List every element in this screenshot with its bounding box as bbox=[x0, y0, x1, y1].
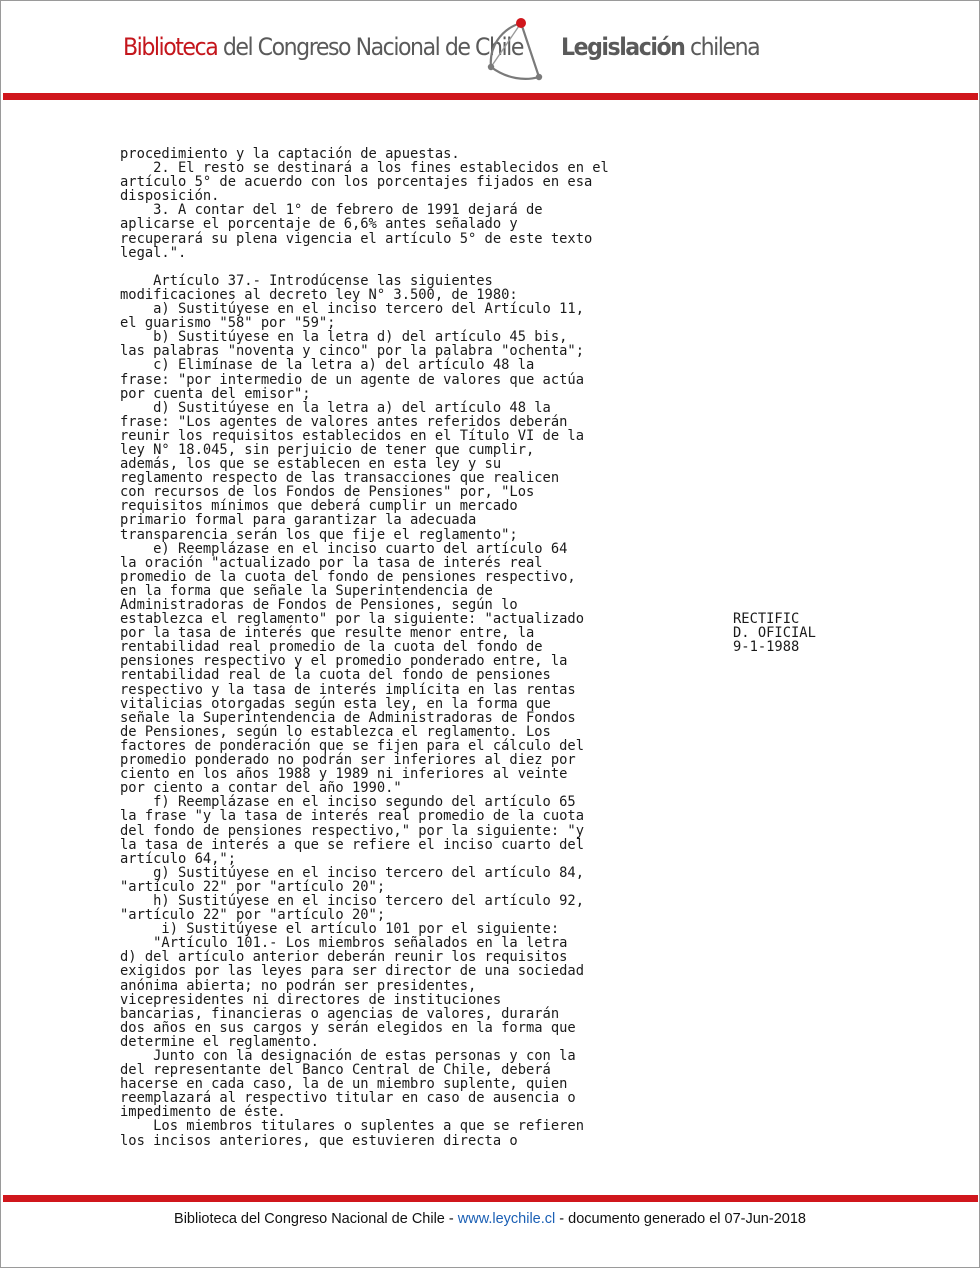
page-header bbox=[1, 1, 979, 93]
text-line: procedimiento y la captación de apuestas. bbox=[120, 146, 460, 162]
text-line: además, los que se establecen en esta ley y su bbox=[120, 456, 502, 473]
text-line: exigidos por las leyes para ser director de una sociedad bbox=[120, 963, 584, 980]
text-line: por la tasa de interés que resulte menor entre, la bbox=[120, 625, 535, 642]
text-line: la tasa de interés a que se refiere el inciso cuarto del bbox=[120, 836, 584, 853]
text-line: determine el reglamento. bbox=[120, 1033, 319, 1050]
text-line: vitalicias otorgadas según esta ley, en la forma que bbox=[120, 695, 551, 712]
text-line: del representante del Banco Central de Chile, deberá bbox=[120, 1062, 551, 1079]
text-line: rentabilidad real promedio de la cuota del fondo de bbox=[120, 639, 543, 656]
text-line: por cuenta del emisor"; bbox=[120, 385, 311, 402]
text-line: recuperará su plena vigencia el artículo 5° de este texto bbox=[120, 230, 593, 247]
text-line: del fondo de pensiones respectivo," por la siguiente: "y bbox=[120, 822, 584, 839]
text-line: aplicarse el porcentaje de 6,6% antes señalado y bbox=[120, 216, 518, 233]
text-line: Administradoras de Fondos de Pensiones, según lo bbox=[120, 597, 518, 613]
text-line: legal.". bbox=[120, 244, 187, 261]
text-line: 3. A contar del 1° de febrero de 1991 dejará de bbox=[120, 202, 543, 219]
text-line: anónima abierta; no podrán ser presidentes, bbox=[120, 977, 477, 994]
page-footer bbox=[1, 1211, 979, 1227]
brand-right-bold: Legislación bbox=[561, 33, 685, 61]
footer-prefix: Biblioteca del Congreso Nacional de Chile - bbox=[174, 1211, 458, 1227]
text-line: promedio de la cuota del fondo de pensiones respectivo, bbox=[120, 568, 576, 585]
text-line: pensiones respectivo y el promedio ponderado entre, la bbox=[120, 653, 568, 670]
text-line: frase: "por intermedio de un agente de valores que actúa bbox=[120, 371, 584, 388]
text-line: artículo 64,"; bbox=[120, 850, 237, 867]
bcn-brand bbox=[123, 33, 523, 61]
text-line: vicepresidentes ni directores de instituciones bbox=[120, 991, 502, 1008]
leychile-logo-icon bbox=[479, 15, 559, 87]
text-line: bancarias, financieras o agencias de valores, durarán bbox=[120, 1005, 560, 1022]
text-line: los incisos anteriores, que estuvieren directa o bbox=[120, 1132, 518, 1149]
text-line: frase: "Los agentes de valores antes referidos deberán bbox=[120, 413, 568, 430]
legislacion-brand bbox=[561, 33, 759, 61]
text-line: "artículo 22" por "artículo 20"; bbox=[120, 878, 386, 895]
margin-note-line: D. OFICIAL bbox=[733, 625, 816, 642]
text-line: Junto con la designación de estas personas y con la bbox=[120, 1048, 576, 1064]
margin-note-line: 9-1-1988 bbox=[733, 639, 800, 656]
leychile-link[interactable]: www.leychile.cl bbox=[457, 1211, 556, 1227]
text-line: primario formal para garantizar la adecuada bbox=[120, 512, 477, 529]
brand-left-bold: Biblioteca bbox=[123, 33, 218, 61]
text-line: g) Sustitúyese en el inciso tercero del artículo 84, bbox=[120, 864, 584, 881]
text-line: b) Sustitúyese en la letra d) del artículo 45 bis, bbox=[120, 329, 568, 346]
text-line: de Pensiones, según lo establezca el reglamento. Los bbox=[120, 723, 551, 740]
text-line: requisitos mínimos que deberá cumplir un mercado bbox=[120, 498, 518, 515]
text-line: señale la Superintendencia de Administradoras de Fondos bbox=[120, 709, 576, 726]
text-line: h) Sustitúyese en el inciso tercero del artículo 92, bbox=[120, 892, 584, 909]
text-line: reunir los requisitos establecidos en el Título VI de la bbox=[120, 427, 584, 444]
margin-note-line: RECTIFIC bbox=[733, 611, 800, 627]
brand-right-rest: chilena bbox=[684, 33, 760, 61]
text-line: e) Reemplázase en el inciso cuarto del artículo 64 bbox=[120, 540, 568, 557]
footer-rule bbox=[3, 1195, 978, 1202]
text-line: d) Sustitúyese en la letra a) del artículo 48 la bbox=[120, 399, 551, 416]
law-text-body bbox=[120, 147, 609, 1148]
text-line: respectivo y la tasa de interés implícita en las rentas bbox=[120, 681, 576, 698]
text-line: el guarismo "58" por "59"; bbox=[120, 315, 336, 332]
text-line: hacerse en cada caso, la de un miembro suplente, quien bbox=[120, 1076, 568, 1093]
brand-left-rest: del Congreso Nacional de Chile bbox=[217, 33, 523, 61]
text-line: factores de ponderación que se fijen para el cálculo del bbox=[120, 737, 584, 754]
text-line: a) Sustitúyese en el inciso tercero del Artículo 11, bbox=[120, 301, 584, 318]
text-line: reemplazará al respectivo titular en caso de ausencia o bbox=[120, 1090, 576, 1107]
text-line: disposición. bbox=[120, 188, 220, 205]
text-line: promedio ponderado no podrán ser inferiores al diez por bbox=[120, 752, 576, 769]
text-line: i) Sustitúyese el artículo 101 por el siguiente: bbox=[120, 921, 560, 938]
text-line: en la forma que señale la Superintendencia de bbox=[120, 582, 493, 599]
footer-suffix: - documento generado el 07-Jun-2018 bbox=[555, 1211, 806, 1227]
text-line: ley N° 18.045, sin perjuicio de tener que cumplir, bbox=[120, 441, 535, 458]
text-line: Los miembros titulares o suplentes a que se refieren bbox=[120, 1118, 584, 1135]
text-line: la frase "y la tasa de interés real promedio de la cuota bbox=[120, 808, 584, 825]
text-line: "artículo 22" por "artículo 20"; bbox=[120, 907, 386, 924]
text-line: transparencia serán los que fije el reglamento"; bbox=[120, 526, 518, 543]
text-line: reglamento respecto de las transacciones que realicen bbox=[120, 470, 560, 487]
text-line: modificaciones al decreto ley N° 3.500, de 1980: bbox=[120, 286, 518, 303]
text-line: rentabilidad real de la cuota del fondo de pensiones bbox=[120, 667, 551, 684]
text-line: con recursos de los Fondos de Pensiones" por, "Los bbox=[120, 484, 535, 501]
text-line: c) Elimínase de la letra a) del artículo 48 la bbox=[120, 357, 535, 374]
header-rule bbox=[3, 93, 978, 100]
text-line: f) Reemplázase en el inciso segundo del artículo 65 bbox=[120, 794, 576, 811]
text-line: "Artículo 101.- Los miembros señalados en la letra bbox=[120, 935, 568, 952]
text-line: por ciento a contar del año 1990." bbox=[120, 780, 402, 797]
text-line: 2. El resto se destinará a los fines establecidos en el bbox=[120, 160, 609, 177]
text-line: ciento en los años 1988 y 1989 ni inferiores al veinte bbox=[120, 766, 568, 783]
text-line: dos años en sus cargos y serán elegidos en la forma que bbox=[120, 1019, 576, 1036]
text-line: establezca el reglamento" por la siguiente: "actualizado bbox=[120, 611, 584, 628]
text-line: las palabras "noventa y cinco" por la palabra "ochenta"; bbox=[120, 343, 584, 360]
text-line: impedimento de éste. bbox=[120, 1104, 286, 1121]
text-line: la oración "actualizado por la tasa de interés real bbox=[120, 554, 543, 571]
text-line: artículo 5° de acuerdo con los porcentajes fijados en esa bbox=[120, 174, 593, 191]
margin-note bbox=[733, 612, 816, 654]
text-line: d) del artículo anterior deberán reunir los requisitos bbox=[120, 949, 568, 966]
text-line: Artículo 37.- Introdúcense las siguientes bbox=[120, 272, 493, 289]
